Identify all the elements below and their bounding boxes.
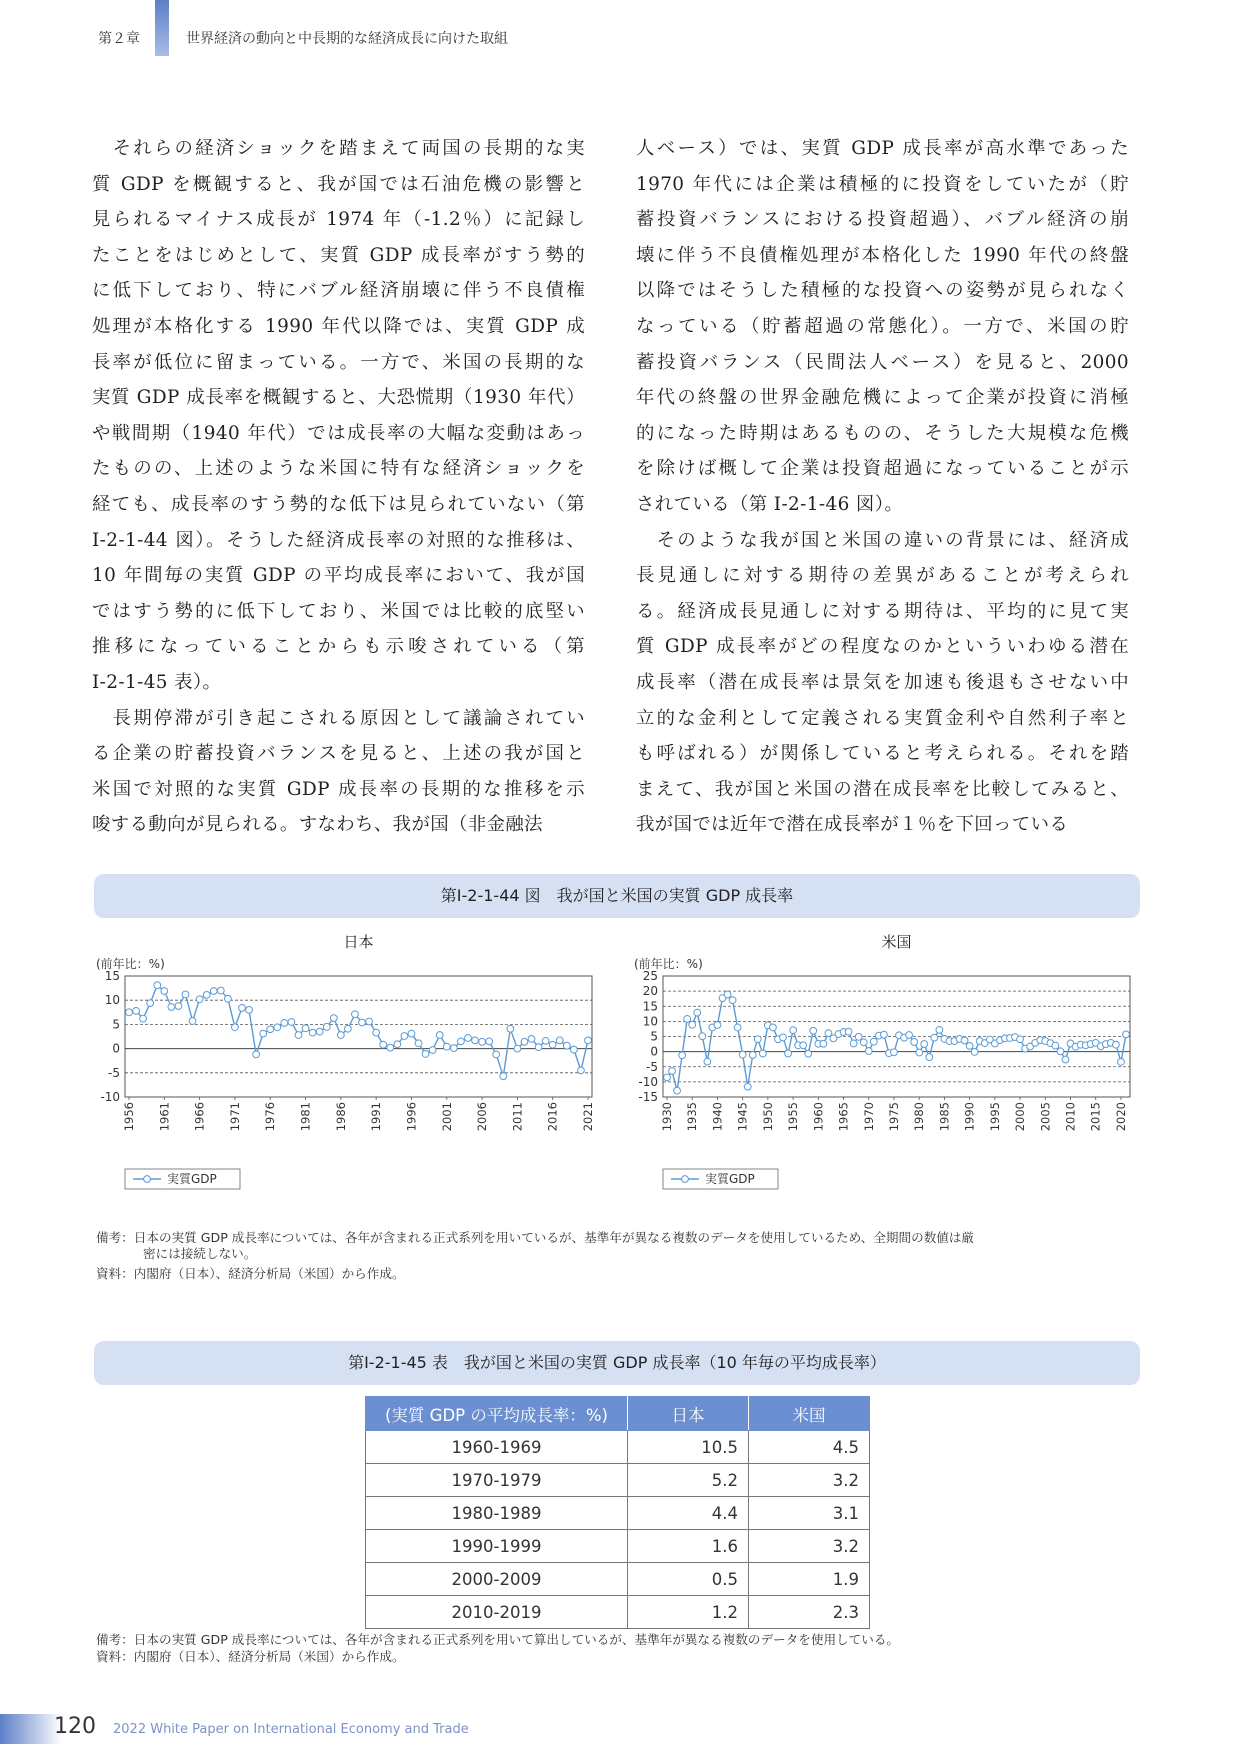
data-point — [961, 1037, 968, 1044]
data-point — [739, 1051, 746, 1058]
figure-note-continued: 密には接続しない。 — [143, 1246, 257, 1261]
data-point — [175, 1003, 182, 1010]
x-tick-label: 1930 — [660, 1102, 674, 1132]
body-line: 処理が本格化する 1990 年代以降では、実質 GDP 成 — [92, 315, 585, 337]
body-line: 壊に伴う不良債権処理が本格化した 1990 年代の終盤 — [636, 244, 1129, 266]
data-point — [770, 1024, 777, 1031]
data-point — [528, 1036, 535, 1043]
x-tick-label: 1945 — [735, 1102, 750, 1132]
body-line: や戦間期（1940 年代）では成長率の大幅な変動はあっ — [92, 422, 585, 444]
x-tick-label: 1961 — [157, 1102, 172, 1132]
table-cell-japan: 1.6 — [628, 1530, 749, 1563]
data-point — [147, 1000, 154, 1007]
table-cell-us: 3.2 — [749, 1530, 870, 1563]
data-point — [729, 997, 736, 1004]
x-tick-label: 1956 — [122, 1102, 136, 1132]
data-point — [911, 1039, 918, 1046]
data-point — [514, 1045, 521, 1052]
data-point — [1062, 1056, 1069, 1063]
data-point — [422, 1051, 429, 1058]
data-point — [359, 1019, 366, 1026]
table-header-row — [366, 1397, 870, 1431]
y-tick-label: 25 — [642, 969, 658, 983]
body-line: 唆する動向が見られる。すなわち、我が国（非金融法 — [92, 814, 543, 836]
table-cell-us: 3.1 — [749, 1497, 870, 1530]
data-point — [669, 1068, 676, 1075]
chart-title: 日本 — [343, 933, 374, 951]
data-point — [352, 1011, 359, 1018]
table-cell-japan: 0.5 — [628, 1563, 749, 1596]
figure-note-text: 日本の実質 GDP 成長率については、各年が含まれる正式系列を用いているが、基準年が異なる複数のデータを使用しているため、全期間の数値は厳 — [133, 1230, 975, 1245]
data-point — [684, 1016, 691, 1023]
y-tick-label: -10 — [638, 1074, 658, 1089]
y-tick-label: 15 — [104, 969, 120, 983]
body-line: I-2-1-45 表）。 — [92, 671, 222, 693]
x-tick-label: 1935 — [685, 1102, 700, 1132]
data-point — [126, 1009, 133, 1016]
data-point — [820, 1040, 827, 1047]
body-line: なっている（貯蓄超過の常態化）。一方で、米国の貯 — [636, 315, 1129, 337]
x-tick-label: 1950 — [760, 1102, 775, 1132]
data-point — [535, 1044, 542, 1051]
table-cell-period: 1980-1989 — [366, 1497, 628, 1530]
x-tick-label: 1965 — [836, 1102, 851, 1132]
data-point — [507, 1025, 514, 1032]
data-point — [295, 1032, 302, 1039]
x-tick-label: 2011 — [510, 1102, 525, 1132]
x-tick-label: 2001 — [439, 1102, 454, 1132]
page-header — [0, 0, 1241, 72]
data-point — [578, 1067, 585, 1074]
data-point — [906, 1032, 913, 1039]
table-cell-us: 3.2 — [749, 1464, 870, 1497]
data-point — [1017, 1036, 1024, 1043]
data-point — [337, 1032, 344, 1039]
body-line: る企業の貯蓄投資バランスを見ると、上述の我が国と — [92, 743, 585, 765]
y-tick-label: 0 — [650, 1044, 658, 1059]
data-point — [450, 1045, 457, 1052]
body-line: 10 年間毎の実質 GDP の平均成長率において、我が国 — [92, 565, 585, 587]
x-tick-label: 1970 — [861, 1102, 876, 1132]
data-point — [790, 1027, 797, 1034]
data-point — [870, 1038, 877, 1045]
table-header-us: 米国 — [749, 1397, 870, 1431]
plot-frame — [125, 976, 592, 1097]
x-tick-label: 1966 — [192, 1102, 207, 1132]
data-point — [401, 1033, 408, 1040]
y-axis-label: (前年比：%) — [96, 957, 165, 971]
data-point — [689, 1021, 696, 1028]
body-line: 質 GDP 成長率がどの程度なのかといういわゆる潜在 — [636, 636, 1129, 658]
x-tick-label: 1986 — [333, 1102, 348, 1132]
y-tick-label: -10 — [100, 1090, 120, 1104]
data-point — [465, 1035, 472, 1042]
data-point — [570, 1046, 577, 1053]
data-point — [542, 1037, 549, 1044]
table-cell-period: 2000-2009 — [366, 1563, 628, 1596]
data-point — [182, 991, 189, 998]
x-tick-label: 2015 — [1088, 1102, 1103, 1132]
data-point — [1123, 1031, 1130, 1038]
body-line: 立的な金利として定義される実質金利や自然利子率と — [636, 707, 1129, 729]
data-point — [281, 1020, 288, 1027]
data-point — [664, 1074, 671, 1081]
body-text-left — [92, 131, 585, 843]
chapter-title: 世界経済の動向と中長期的な経済成長に向けた取組 — [186, 31, 508, 47]
body-line: を除けば概して企業は投資超過になっていることが示 — [636, 458, 1129, 480]
data-point — [217, 987, 224, 994]
data-point — [891, 1049, 898, 1056]
body-line: たことをはじめとして、実質 GDP 成長率がすう勢的 — [92, 244, 585, 266]
page-number: 120 — [54, 1714, 96, 1739]
data-point — [323, 1023, 330, 1030]
x-tick-label: 1955 — [786, 1102, 801, 1132]
body-line: されている（第 I-2-1-46 図）。 — [636, 493, 904, 515]
data-point — [1113, 1041, 1120, 1048]
body-line: 年代の終盤の世界金融危機によって企業が投資に消極 — [636, 387, 1129, 409]
table-cell-period: 1970-1979 — [366, 1464, 628, 1497]
x-tick-label: 2000 — [1013, 1102, 1028, 1132]
data-point — [316, 1028, 323, 1035]
body-line: まえて、我が国と米国の潜在成長率を比較してみると、 — [636, 778, 1129, 800]
legend — [125, 1169, 240, 1189]
data-point — [140, 1015, 147, 1022]
body-line: も呼ばれる）が関係していると考えられる。それを踏 — [636, 743, 1129, 765]
table-header-period: (実質 GDP の平均成長率：%) — [366, 1397, 628, 1431]
data-point — [585, 1037, 592, 1044]
data-point — [805, 1050, 812, 1057]
x-tick-label: 1976 — [263, 1102, 278, 1132]
table-row — [366, 1464, 870, 1497]
data-point — [302, 1025, 309, 1032]
figure-note — [96, 1230, 1141, 1262]
table-note: 備考：日本の実質 GDP 成長率については、各年が含まれる正式系列を用いて算出しているが、基準年が異なる複数のデータを使用している。 — [96, 1632, 900, 1647]
body-line: 我が国では近年で潜在成長率が１％を下回っている — [636, 814, 1069, 836]
table-row — [366, 1497, 870, 1530]
data-point — [246, 1006, 253, 1013]
data-point — [780, 1034, 787, 1041]
data-point — [500, 1073, 507, 1080]
data-point — [267, 1026, 274, 1033]
body-line: 質 GDP を概観すると、我が国では石油危機の影響と — [92, 173, 585, 195]
data-point — [971, 1049, 978, 1056]
data-point — [133, 1007, 140, 1014]
data-point — [921, 1041, 928, 1048]
data-point — [154, 982, 161, 989]
data-point — [394, 1041, 401, 1048]
data-point — [734, 1024, 741, 1031]
data-point — [260, 1030, 267, 1037]
table-cell-period: 1990-1999 — [366, 1530, 628, 1563]
table-row — [366, 1596, 870, 1629]
legend — [663, 1169, 778, 1189]
data-point — [1057, 1048, 1064, 1055]
data-point — [714, 1022, 721, 1029]
header-accent-bar — [155, 0, 169, 56]
data-point — [694, 1009, 701, 1016]
body-line: 米国で対照的な実質 GDP 成長率の長期的な推移を示 — [92, 778, 585, 800]
figure-note-label: 備考： — [96, 1230, 134, 1245]
footer-title: 2022 White Paper on International Economy and Trade — [113, 1722, 469, 1737]
data-point — [850, 1040, 857, 1047]
data-point — [253, 1051, 260, 1058]
x-tick-label: 1995 — [987, 1102, 1002, 1132]
table-cell-period: 1960-1969 — [366, 1431, 628, 1464]
data-point — [845, 1028, 852, 1035]
body-line: 蓄投資バランス（民間法人ベース）を見ると、2000 — [636, 351, 1129, 373]
y-tick-label: 20 — [642, 984, 658, 999]
data-point — [493, 1051, 500, 1058]
data-point — [224, 995, 231, 1002]
data-point — [936, 1026, 943, 1033]
legend-marker — [144, 1176, 151, 1183]
x-tick-label: 2010 — [1063, 1102, 1078, 1132]
table-row — [366, 1530, 870, 1563]
data-point — [674, 1087, 681, 1094]
data-point — [549, 1041, 556, 1048]
data-point — [189, 1018, 196, 1025]
legend-marker — [682, 1176, 689, 1183]
data-point — [443, 1043, 450, 1050]
data-point — [486, 1038, 493, 1045]
y-tick-label: -15 — [638, 1090, 658, 1104]
data-point — [210, 988, 217, 995]
data-point — [387, 1044, 394, 1051]
data-point — [429, 1047, 436, 1054]
chart-title: 米国 — [881, 933, 912, 951]
table-cell-japan: 1.2 — [628, 1596, 749, 1629]
data-point — [161, 988, 168, 995]
x-tick-label: 1975 — [886, 1102, 901, 1132]
data-point — [744, 1083, 751, 1090]
chapter-label: 第２章 — [98, 31, 140, 47]
data-point — [274, 1024, 281, 1031]
body-line: たものの、上述のような米国に特有な経済ショックを — [92, 458, 585, 480]
table-cell-period: 2010-2019 — [366, 1596, 628, 1629]
x-tick-label: 1981 — [298, 1102, 313, 1132]
data-point — [860, 1039, 867, 1046]
data-point — [679, 1052, 686, 1059]
data-point — [345, 1025, 352, 1032]
data-point — [704, 1058, 711, 1065]
data-point — [472, 1037, 479, 1044]
y-tick-label: 0 — [112, 1041, 120, 1056]
data-point — [759, 1050, 766, 1057]
x-tick-label: 2005 — [1038, 1102, 1053, 1132]
body-line: 蓄投資バランスにおける投資超過）、バブル経済の崩 — [636, 209, 1129, 231]
table-source: 資料：内閣府（日本）、経済分析局（米国）から作成。 — [96, 1649, 405, 1664]
body-line: 以降ではそうした積極的な投資への姿勢が見られなく — [636, 280, 1129, 302]
figure-title: 第Ⅰ-2-1-44 図 我が国と米国の実質 GDP 成長率 — [94, 874, 1140, 918]
y-tick-label: 10 — [104, 993, 120, 1008]
x-tick-label: 1971 — [227, 1102, 242, 1132]
data-point — [865, 1048, 872, 1055]
body-line: に低下しており、特にバブル経済崩壊に伴う不良債権 — [92, 280, 585, 302]
x-tick-label: 2016 — [545, 1102, 560, 1132]
data-point — [168, 1004, 175, 1011]
body-line: そのような我が国と米国の違いの背景には、経済成 — [636, 529, 1129, 551]
data-point — [457, 1038, 464, 1045]
data-point — [366, 1018, 373, 1025]
data-point — [563, 1042, 570, 1049]
x-tick-label: 1940 — [710, 1102, 725, 1132]
data-point — [855, 1033, 862, 1040]
x-tick-label: 1980 — [912, 1102, 927, 1132]
data-point — [966, 1042, 973, 1049]
body-line: 見られるマイナス成長が 1974 年（-1.2％）に記録し — [92, 209, 585, 231]
data-point — [415, 1040, 422, 1047]
data-point — [288, 1019, 295, 1026]
body-line: 長見通しに対する期待の差異があることが考えられ — [636, 565, 1129, 587]
data-point — [699, 1033, 706, 1040]
table-cell-us: 2.3 — [749, 1596, 870, 1629]
y-tick-label: 5 — [112, 1017, 120, 1032]
y-tick-label: 5 — [650, 1029, 658, 1044]
body-line: 推移になっていることからも示唆されている（第 — [92, 636, 585, 658]
data-point — [810, 1027, 817, 1034]
body-line: それらの経済ショックを踏まえて両国の長期的な実 — [92, 138, 585, 159]
data-point — [521, 1038, 528, 1045]
y-tick-label: -5 — [646, 1059, 658, 1074]
x-tick-label: 2006 — [475, 1102, 490, 1132]
data-point — [373, 1029, 380, 1036]
data-point — [1118, 1059, 1125, 1066]
chart-japan-gdp — [92, 930, 597, 1230]
data-point — [785, 1050, 792, 1057]
data-point — [408, 1030, 415, 1037]
body-line: 的になった時期はあるものの、そうした大規模な危機 — [636, 422, 1129, 444]
table-header-japan: 日本 — [628, 1397, 749, 1431]
data-point — [330, 1015, 337, 1022]
body-line: 長期停滞が引き起こされる原因として議論されてい — [92, 707, 585, 729]
table-row — [366, 1563, 870, 1596]
x-tick-label: 2021 — [581, 1102, 595, 1132]
data-point — [1052, 1042, 1059, 1049]
body-line: 成長率（潜在成長率は景気を加速も後退もさせない中 — [636, 671, 1129, 693]
data-point — [203, 991, 210, 998]
table-cell-japan: 10.5 — [628, 1431, 749, 1464]
data-point — [754, 1036, 761, 1043]
gdp-average-table — [365, 1396, 870, 1629]
body-line: る。経済成長見通しに対する期待は、平均的に見て実 — [636, 600, 1129, 622]
legend-label: 実質GDP — [167, 1172, 217, 1186]
data-point — [880, 1031, 887, 1038]
y-tick-label: -5 — [108, 1065, 120, 1080]
x-tick-label: 1960 — [811, 1102, 826, 1132]
data-point — [309, 1029, 316, 1036]
body-line: 人ベース）では、実質 GDP 成長率が高水準であった — [636, 138, 1129, 159]
data-point — [380, 1041, 387, 1048]
data-point — [239, 1005, 246, 1012]
y-tick-label: 10 — [642, 1014, 658, 1029]
data-point — [196, 996, 203, 1003]
table-cell-japan: 5.2 — [628, 1464, 749, 1497]
legend-label: 実質GDP — [705, 1172, 755, 1186]
data-point — [556, 1037, 563, 1044]
body-line: 長率が低位に留まっている。一方で、米国の長期的な — [92, 351, 585, 373]
x-tick-label: 1990 — [962, 1102, 977, 1132]
data-point — [436, 1032, 443, 1039]
body-text-right — [636, 131, 1129, 843]
table-row — [366, 1431, 870, 1464]
data-point — [800, 1042, 807, 1049]
table-title: 第Ⅰ-2-1-45 表 我が国と米国の実質 GDP 成長率（10 年毎の平均成長率） — [94, 1341, 1140, 1385]
y-axis-label: (前年比：%) — [634, 957, 703, 971]
x-tick-label: 1996 — [404, 1102, 419, 1132]
body-line: 経ても、成長率のすう勢的な低下は見られていない（第 — [92, 493, 585, 515]
data-point — [926, 1054, 933, 1061]
data-point — [724, 991, 731, 998]
data-point — [232, 1024, 239, 1031]
figure-source: 資料：内閣府（日本）、経済分析局（米国）から作成。 — [96, 1266, 405, 1281]
x-tick-label: 1991 — [369, 1102, 384, 1132]
data-point — [479, 1038, 486, 1045]
body-line: 実質 GDP 成長率を概観すると、大恐慌期（1930 年代） — [92, 387, 585, 409]
x-tick-label: 2020 — [1113, 1102, 1128, 1132]
body-line: ではすう勢的に低下しており、米国では比較的底堅い — [92, 600, 585, 622]
y-tick-label: 15 — [642, 999, 658, 1014]
table-cell-us: 1.9 — [749, 1563, 870, 1596]
body-line: I-2-1-44 図）。そうした経済成長率の対照的な推移は、 — [92, 529, 585, 551]
table-cell-us: 4.5 — [749, 1431, 870, 1464]
chart-us-gdp — [630, 930, 1135, 1230]
x-tick-label: 1985 — [937, 1102, 952, 1132]
data-point — [931, 1034, 938, 1041]
data-point — [916, 1049, 923, 1056]
footer-accent — [0, 1714, 62, 1744]
body-line: 1970 年代には企業は積極的に投資をしていたが（貯 — [636, 173, 1129, 195]
table-cell-japan: 4.4 — [628, 1497, 749, 1530]
data-point — [749, 1052, 756, 1059]
